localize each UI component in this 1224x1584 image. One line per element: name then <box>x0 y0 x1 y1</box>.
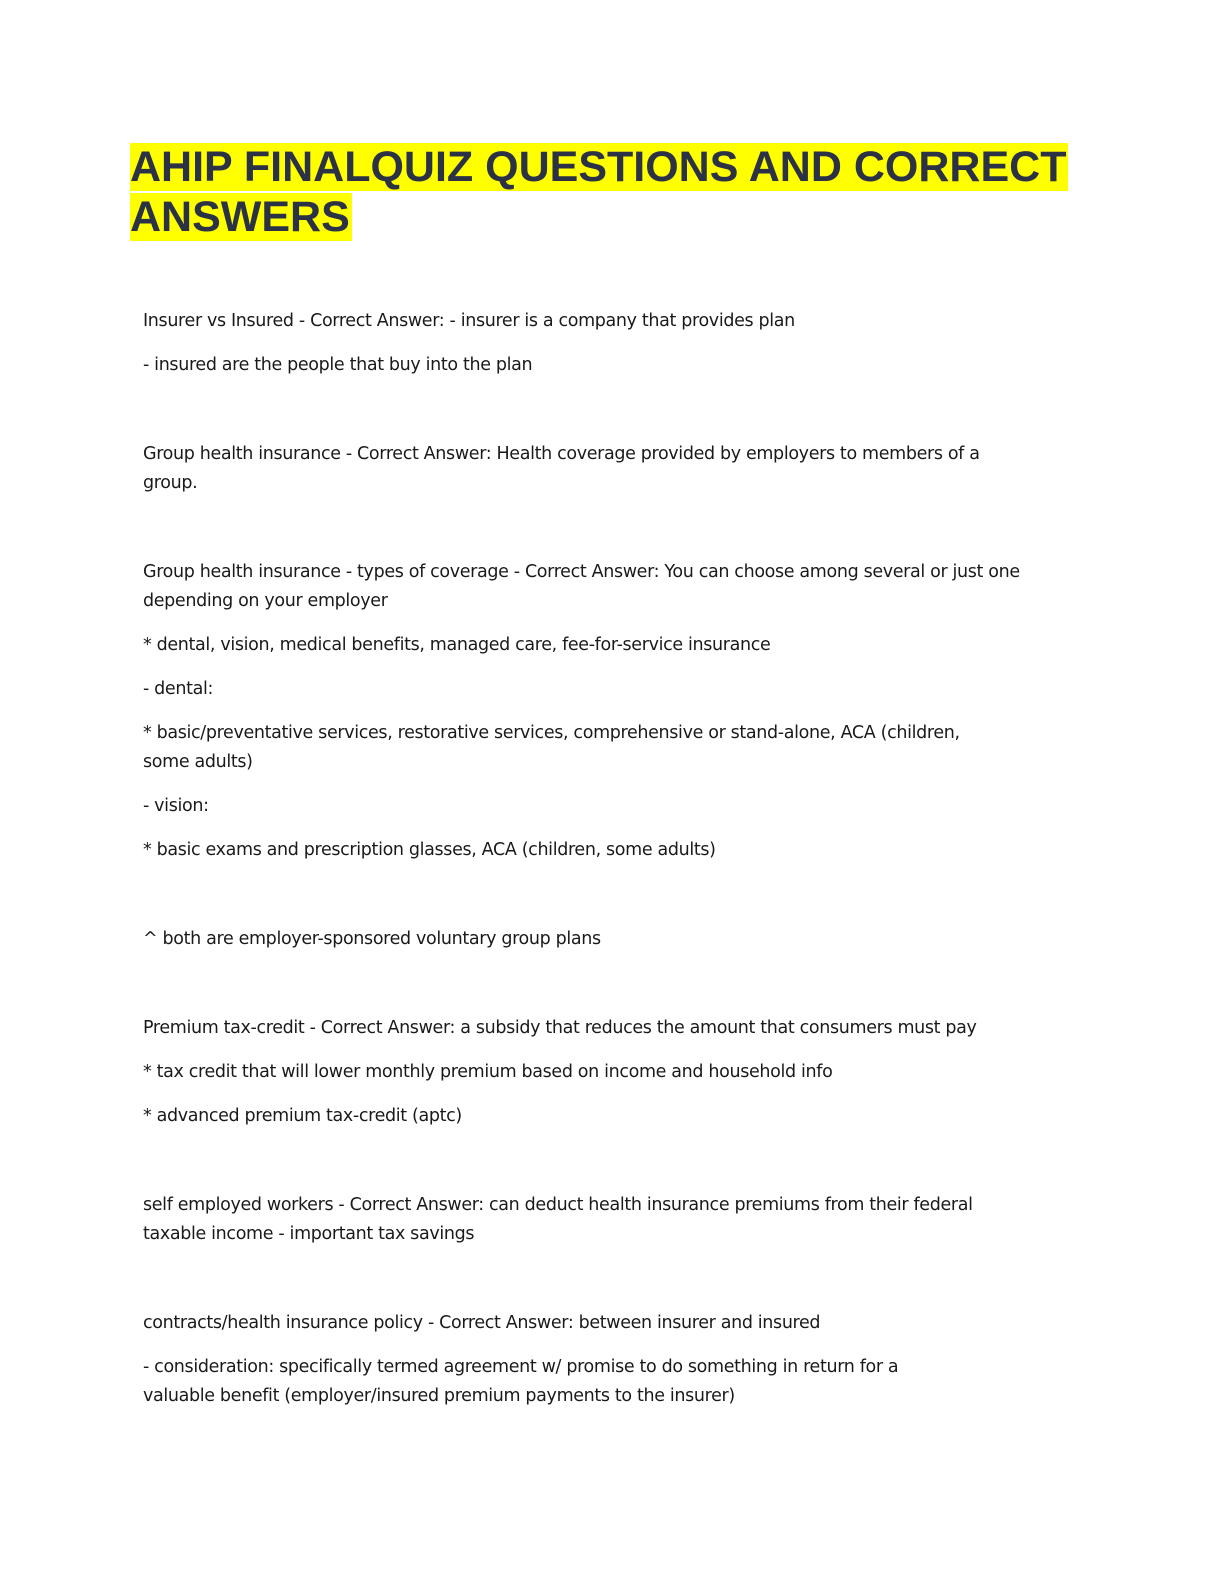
qa-section <box>143 1309 1083 1411</box>
text-line: - insured are the people that buy into the plan <box>143 355 533 375</box>
paragraph <box>143 1058 1083 1087</box>
title-line-2: ANSWERS <box>130 193 350 241</box>
qa-section <box>143 1014 1083 1131</box>
section-gap <box>143 1264 1083 1309</box>
qa-section <box>143 1191 1083 1249</box>
text-line: ^ both are employer-sponsored voluntary group plans <box>143 929 601 949</box>
paragraph <box>143 307 1083 336</box>
text-line: * basic/preventative services, restorative services, comprehensive or stand-alone, ACA (children, <box>143 723 960 743</box>
text-line: * dental, vision, medical benefits, managed care, fee-for-service insurance <box>143 635 771 655</box>
text-line: depending on your employer <box>143 591 388 611</box>
document-title <box>130 142 1090 242</box>
text-line: Insurer vs Insured - Correct Answer: - insurer is a company that provides plan <box>143 311 795 331</box>
text-line: group. <box>143 473 198 493</box>
paragraph <box>143 675 1083 704</box>
paragraph <box>143 1309 1083 1338</box>
text-line: contracts/health insurance policy - Correct Answer: between insurer and insured <box>143 1313 821 1333</box>
text-line: Group health insurance - types of coverage - Correct Answer: You can choose among several or just one <box>143 562 1020 582</box>
paragraph <box>143 1191 1083 1249</box>
paragraph <box>143 719 1083 777</box>
paragraph <box>143 558 1083 616</box>
text-line: self employed workers - Correct Answer: can deduct health insurance premiums from their federal <box>143 1195 973 1215</box>
text-line: - dental: <box>143 679 214 699</box>
paragraph <box>143 836 1083 865</box>
paragraph <box>143 925 1083 954</box>
paragraph <box>143 792 1083 821</box>
section-gap <box>143 395 1083 440</box>
qa-section <box>143 925 1083 954</box>
text-line: Premium tax-credit - Correct Answer: a subsidy that reduces the amount that consumers must pay <box>143 1018 977 1038</box>
paragraph <box>143 440 1083 498</box>
text-line: * basic exams and prescription glasses, ACA (children, some adults) <box>143 840 716 860</box>
qa-section <box>143 558 1083 865</box>
paragraph <box>143 1102 1083 1131</box>
text-line: Group health insurance - Correct Answer: Health coverage provided by employers to members of a <box>143 444 980 464</box>
text-line: * advanced premium tax-credit (aptc) <box>143 1106 462 1126</box>
section-gap <box>143 513 1083 558</box>
section-gap <box>143 1146 1083 1191</box>
text-line: - vision: <box>143 796 209 816</box>
document-body <box>143 307 1083 1426</box>
title-line-1: AHIP FINALQUIZ QUESTIONS AND CORRECT <box>130 143 1067 191</box>
text-line: * tax credit that will lower monthly premium based on income and household info <box>143 1062 833 1082</box>
section-gap <box>143 880 1083 925</box>
text-line: - consideration: specifically termed agreement w/ promise to do something in return for a <box>143 1357 899 1377</box>
paragraph <box>143 1014 1083 1043</box>
qa-section <box>143 440 1083 498</box>
section-gap <box>143 969 1083 1014</box>
text-line: some adults) <box>143 752 253 772</box>
text-line: taxable income - important tax savings <box>143 1224 475 1244</box>
qa-section <box>143 307 1083 380</box>
paragraph <box>143 1353 1083 1411</box>
paragraph <box>143 631 1083 660</box>
paragraph <box>143 351 1083 380</box>
text-line: valuable benefit (employer/insured premium payments to the insurer) <box>143 1386 735 1406</box>
